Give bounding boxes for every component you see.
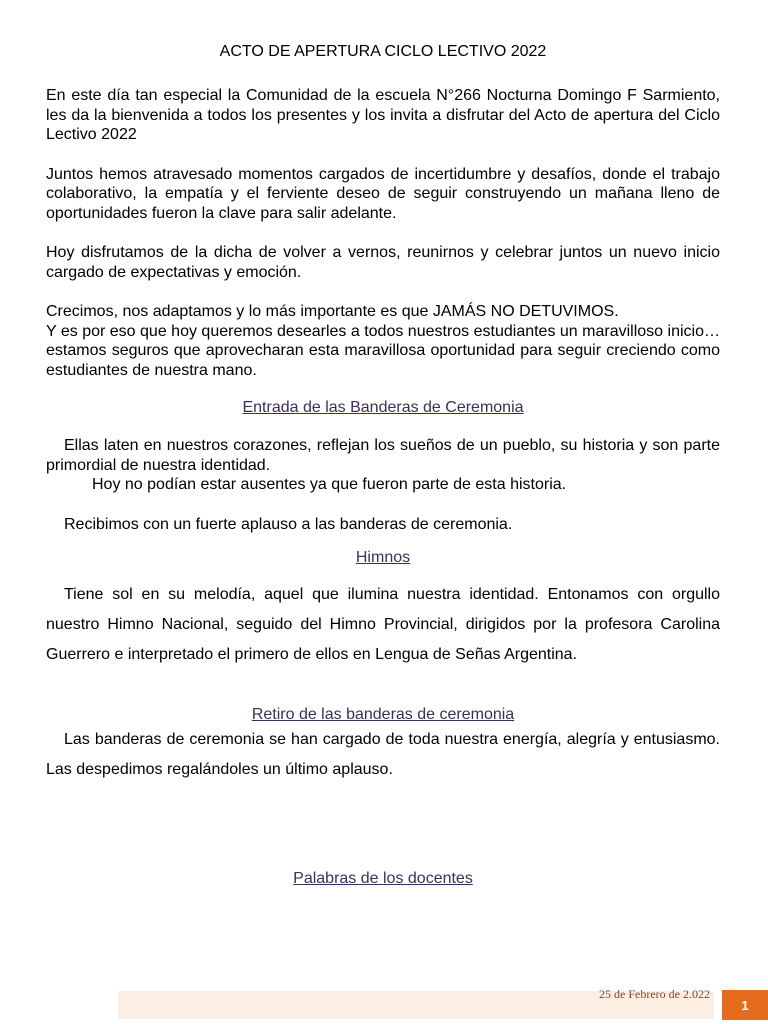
footer-date: 25 de Febrero de 2.022: [599, 987, 710, 1001]
heading-himnos: Himnos: [355, 549, 411, 566]
heading-palabras-docentes: Palabras de los docentes: [293, 870, 473, 887]
paragraph-welcome: En este día tan especial la Comunidad de la escuela N°266 Nocturna Domingo F Sarmiento, les da la bienvenida a todos los presentes y los invita a disfrutar del Acto de apertura del Ciclo Lectivo 2022: [46, 87, 720, 143]
paragraph-banderas: Ellas laten en nuestros corazones, reflejan los sueños de un pueblo, su historia y son parte primordial de nuestra identidad.: [46, 437, 720, 474]
document-body: [46, 42, 720, 889]
heading-entrada-banderas: Entrada de las Banderas de Ceremonia: [242, 399, 524, 416]
page-number: 1: [722, 990, 768, 1020]
paragraph-himnos: Tiene sol en su melodía, aquel que ilumina nuestra identidad. Entonamos con orgullo nuestro Himno Nacional, seguido del Himno Provincial, dirigidos por la profesora Carolina Guerrero e interpretado el primero de ellos en Lengua de Señas Argentina.: [46, 586, 720, 663]
paragraph-wishes: Y es por eso que hoy queremos desearles a todos nuestros estudiantes un maravilloso inicio…estamos seguros que aprovecharan esta maravillosa oportunidad para seguir creciendo como estudiantes de nuestra mano.: [46, 322, 720, 379]
paragraph-together: Juntos hemos atravesado momentos cargados de incertidumbre y desafíos, donde el trabajo colaborativo, la empatía y el ferviente deseo de seguir construyendo un mañana lleno de oportunidades fueron la clave para salir adelante.: [46, 165, 720, 222]
paragraph-ausentes: Hoy no podían estar ausentes ya que fueron parte de esta historia.: [92, 476, 567, 493]
document-title: ACTO DE APERTURA CICLO LECTIVO 2022: [219, 43, 547, 60]
paragraph-retiro: Las banderas de ceremonia se han cargado de toda nuestra energía, alegría y entusiasmo. Las despedimos regalándoles un último aplauso.: [46, 731, 720, 778]
paragraph-enjoy: Hoy disfrutamos de la dicha de volver a vernos, reunirnos y celebrar juntos un nuevo inicio cargado de expectativas y emoción.: [46, 244, 720, 281]
paragraph-grew: Crecimos, nos adaptamos y lo más importante es que JAMÁS NO DETUVIMOS.: [46, 303, 619, 320]
heading-retiro-banderas: Retiro de las banderas de ceremonia: [251, 706, 515, 723]
paragraph-aplauso: Recibimos con un fuerte aplauso a las banderas de ceremonia.: [64, 515, 513, 533]
